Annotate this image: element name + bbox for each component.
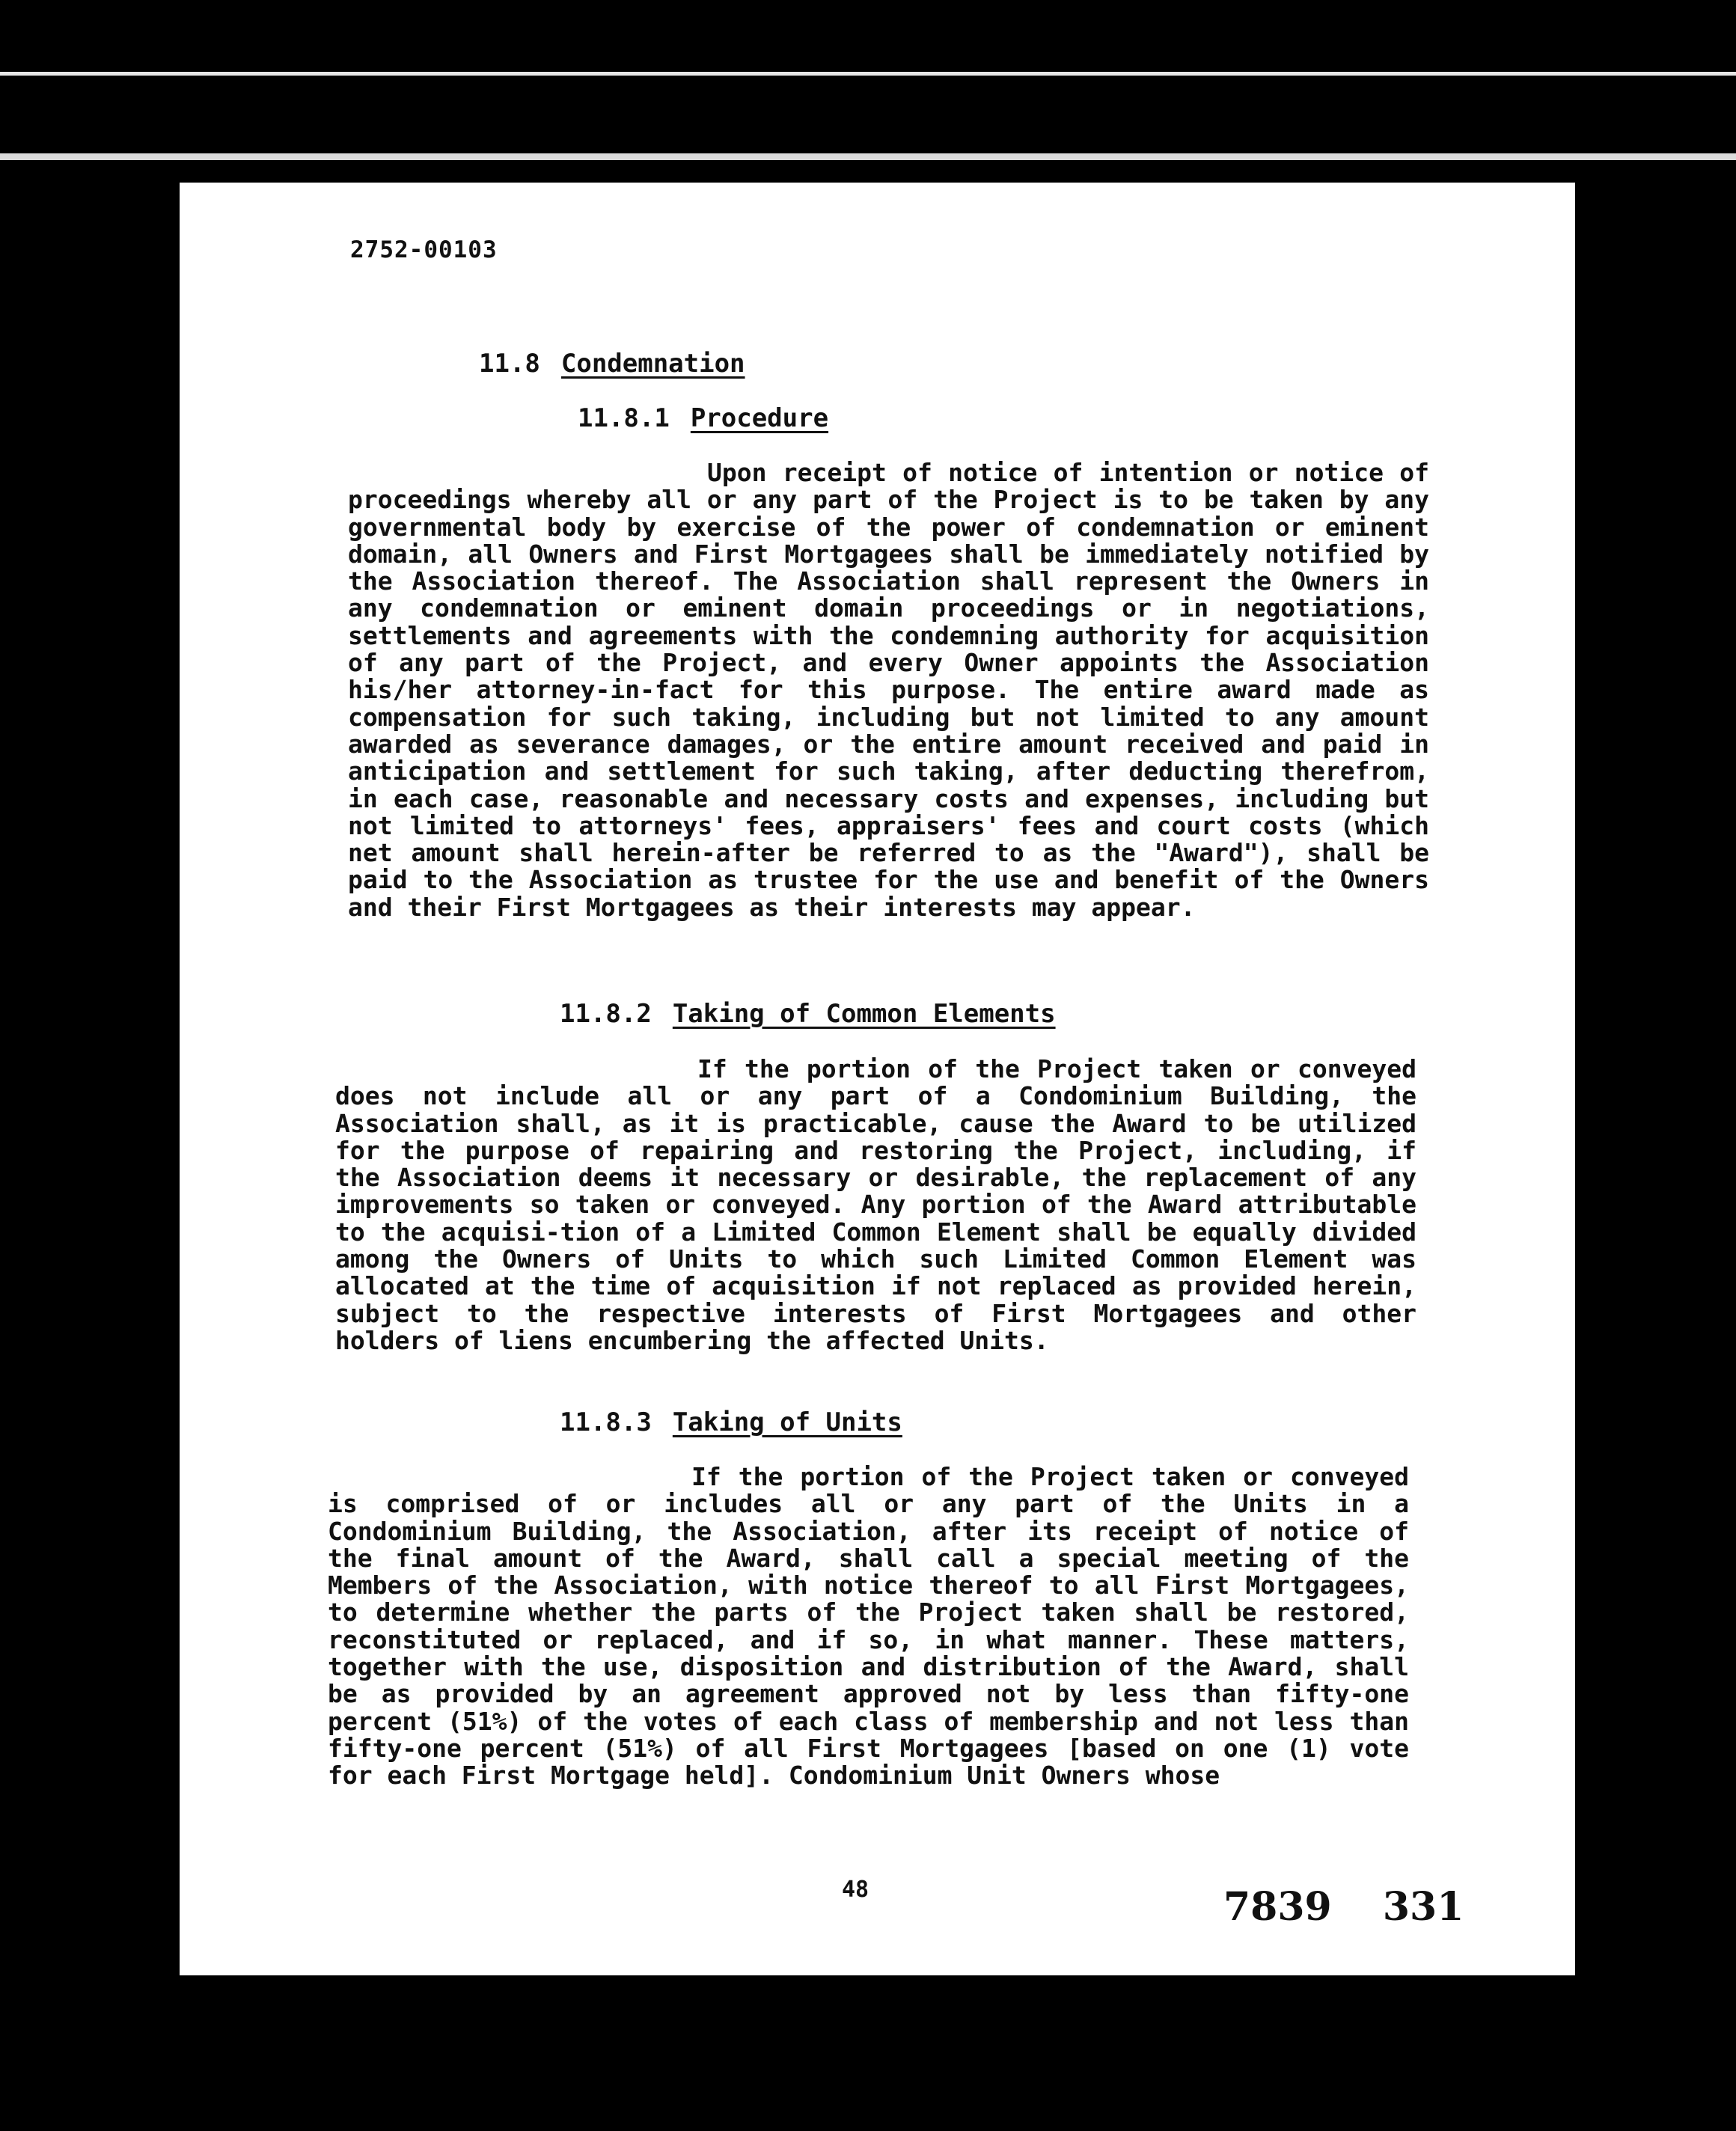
subsection-heading-common-elements [560, 999, 1056, 1029]
section-title: Condemnation [560, 349, 745, 379]
book-number: 7839 [1223, 1884, 1332, 1930]
subsection-title: Procedure [690, 403, 829, 433]
scan-edge-top [0, 72, 1736, 76]
page-number: 48 [842, 1877, 869, 1903]
document-number: 2752-00103 [350, 236, 498, 263]
paragraph-units: If the portion of the Project taken or conveyed is comprised of or includes all or any part of the Units in a Condominium Building, the Association, after its receipt of notice of the final amount of the Award, shall call a special meeting of the Members of the Association, with notice thereof to all First Mortgagees, to determine whether the parts of the Project taken shall be restored, reconstituted or replaced, and if so, in what manner. These matters, together with the use, disposition and distribution of the Award, shall be as provided by an agreement approved not by less than fifty-one percent (51%) of the votes of each class of membership and not less than fifty-one percent (51%) of all First Mortgagees [based on one (1) vote for each First Mortgage held]. Condominium Unit Owners whose [328, 1462, 1409, 1791]
book-page-number: 331 [1382, 1884, 1464, 1930]
section-number: 11.8 [479, 349, 540, 379]
subsection-heading-procedure [578, 403, 828, 433]
document-page [180, 183, 1624, 1975]
scan-edge-second [0, 153, 1736, 160]
paragraph-common-elements: If the portion of the Project taken or conveyed does not include all or any part of a Condominium Building, the Association shall, as it is practicable, cause the Award to be utilized for the purpose of repairing and restoring the Project, including, if the Association deems it necessary or desirable, the replacement of any improvements so taken or conveyed. Any portion of the Award attributable to the acquisi-tion of a Limited Common Element shall be equally divided among the Owners of Units to which such Limited Common Element was allocated at the time of acquisition if not replaced as provided herein, subject to the respective interests of First Mortgagees and other holders of liens encumbering the affected Units. [335, 1054, 1416, 1355]
subsection-heading-units [560, 1407, 902, 1437]
paragraph-procedure: Upon receipt of notice of intention or notice of proceedings whereby all or any part of the Project is to be taken by any governmental body by exercise of the power of condemnation or eminent domain, all Owners and First Mortgagees shall be immediately notified by the Association thereof. The Association shall represent the Owners in any condemnation or eminent domain proceedings or in negotiations, settlements and agreements with the condemning authority for acquisition of any part of the Project, and every Owner appoints the Association his/her attorney-in-fact for this purpose. The entire award made as compensation for such taking, including but not limited to any amount awarded as severance damages, or the entire amount received and paid in anticipation and settlement for such taking, after deducting therefrom, in each case, reasonable and necessary costs and expenses, including but not limited to attorneys' fees, appraisers' fees and court costs (which net amount shall herein-after be referred to as the "Award"), shall be paid to the Association as trustee for the use and benefit of the Owners and their First Mortgagees as their interests may appear. [348, 458, 1429, 922]
section-heading [479, 349, 745, 379]
subsection-number: 11.8.3 [560, 1407, 652, 1437]
margin-stamp: 7832 840 [1583, 1709, 1624, 1934]
subsection-title: Taking of Common Elements [672, 999, 1056, 1029]
subsection-title: Taking of Units [672, 1407, 902, 1437]
subsection-number: 11.8.1 [578, 403, 670, 433]
book-page-reference [1223, 1884, 1464, 1930]
subsection-number: 11.8.2 [560, 999, 652, 1029]
